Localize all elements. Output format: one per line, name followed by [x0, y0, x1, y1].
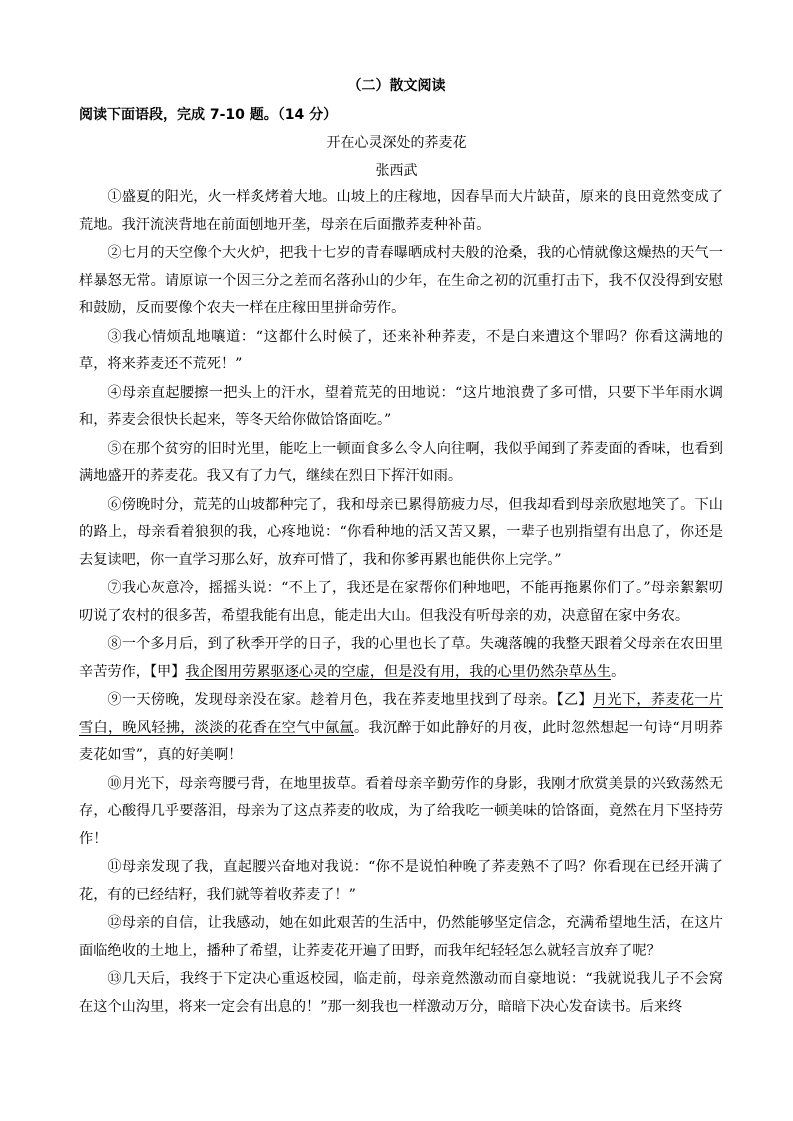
section-title: （二）散文阅读 [347, 78, 446, 94]
paragraph-8 [79, 631, 723, 686]
paragraph-5: ⑤在那个贫穷的旧时光里，能吃上一顿面食多么令人向往啊，我似乎闻到了荞麦面的香味，也看到满地盛开的荞麦花。我又有了力气，继续在烈日下挥汗如雨。 [79, 440, 723, 484]
paragraph-6: ⑥傍晚时分，荒芜的山坡都种完了，我和母亲已累得筋疲力尽，但我却看到母亲欣慰地笑了。下山的路上，母亲看着狼狈的我，心疼地说：“你看种地的活又苦又累，一辈子也别指望有出息了，你还是去复读吧，你一直学习那么好，放弃可惜了，我和你爹再累也能供你上完学。” [79, 496, 723, 568]
paragraph-13: ⑬几天后，我终于下定决心重返校园，临走前，母亲竟然激动而自豪地说：“我就说我儿子不会窝在这个山沟里，将来一定会有出息的！”那一刻我也一样激动万分，暗暗下决心发奋读书。后来终 [79, 971, 723, 1015]
paragraph-9-end: 。我沉醉于如此静好的月夜，此时忽然想起一句诗“月明荞麦花如雪”，真的好美啊！ [79, 719, 723, 763]
paragraph-1: ①盛夏的阳光，火一样炙烤着大地。山坡上的庄稼地，因春旱而大片缺苗，原来的良田竟然变成了荒地。我汗流浃背地在前面刨地开垄，母亲在后面撒荞麦种补苗。 [79, 189, 723, 233]
paragraph-7: ⑦我心灰意冷，摇摇头说：“不上了，我还是在家帮你们种地吧，不能再拖累你们了。”母亲絮絮叨叨说了农村的很多苦，希望我能有出息，能走出大山。但我没有听母亲的劝，决意留在家中务农。 [79, 580, 723, 624]
paragraph-8-text: ⑧一个多月后，到了秋季开学的日子，我的心里也长了草。失魂落魄的我整天跟着父母亲在农田里辛苦劳作， [79, 636, 723, 680]
question-instruction: 阅读下面语段，完成 7-10 题。（14 分） [79, 107, 338, 123]
paragraph-9-text: ⑨一天傍晚，发现母亲没在家。趁着月色，我在荞麦地里找到了母亲。 [107, 692, 557, 708]
paragraph-4: ④母亲直起腰擦一把头上的汗水，望着荒芜的田地说：“这片地浪费了多可惜，只要下半年雨水调和，荞麦会很快长起来，等冬天给你做饸饹面吃。” [79, 384, 723, 428]
paragraph-2: ②七月的天空像个大火炉，把我十七岁的青春曝晒成村夫般的沧桑，我的心情就像这燥热的天气一样暴怒无常。请原谅一个因三分之差而名落孙山的少年，在生命之初的沉重打击下，我不仅没得到安慰和鼓励，反而要像个农夫一样在庄稼田里拼命劳作。 [79, 245, 723, 316]
paragraph-3: ③我心情烦乱地嚷道：“这都什么时候了，还来补种荞麦，不是白来遭这个罪吗？你看这满地的草，将来荞麦还不荒死！” [79, 328, 723, 372]
paragraph-12: ⑫母亲的自信，让我感动，她在如此艰苦的生活中，仍然能够坚定信念，充满希望地生活，在这片面临绝收的土地上，播种了希望，让荞麦花开遍了田野，而我年纪轻轻怎么就轻言放弃了呢？ [79, 915, 723, 959]
paragraph-8-end: 。 [611, 663, 626, 680]
paragraph-10: ⑩月光下，母亲弯腰弓背，在地里拔草。看着母亲辛勤劳作的身影，我刚才欣赏美景的兴致荡然无存，心酸得几乎要落泪，母亲为了这点荞麦的收成，为了给我吃一顿美味的饸饹面，竟然在月下坚持劳作！ [79, 775, 723, 847]
underlined-sentence-jia: 我企图用劳累驱逐心灵的空虚，但是没有用，我的心里仍然杂草丛生 [185, 663, 612, 680]
marker-yi: 【乙】 [556, 692, 593, 708]
paragraph-9 [79, 687, 723, 770]
essay-author: 张西武 [375, 163, 418, 179]
marker-jia: 【甲】 [149, 663, 186, 680]
essay-body [79, 184, 723, 1022]
paragraph-11: ⑪母亲发现了我，直起腰兴奋地对我说：“你不是说怕种晚了荞麦熟不了吗？你看现在已经开满了花，有的已经结籽，我们就等着收荞麦了！” [79, 859, 723, 903]
essay-title: 开在心灵深处的荞麦花 [326, 135, 467, 151]
underlined-sentence-yi: 月光下，荞麦花一片雪白，晚风轻拂，淡淡的花香在空气中氤氲 [79, 692, 723, 736]
